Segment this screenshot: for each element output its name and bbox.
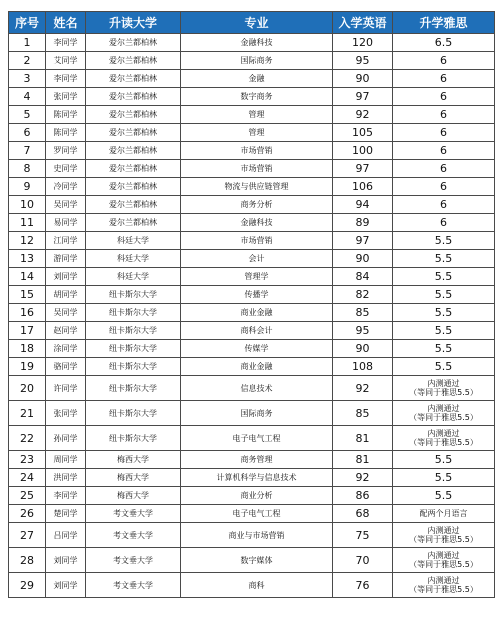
english-score: 106 xyxy=(333,178,393,196)
table-row xyxy=(9,469,495,487)
student-name: 张同学 xyxy=(46,401,86,426)
university: 科廷大学 xyxy=(86,268,181,286)
major: 市场营销 xyxy=(181,142,333,160)
university: 爱尔兰都柏林 xyxy=(86,124,181,142)
university: 爱尔兰都柏林 xyxy=(86,196,181,214)
admissions-table xyxy=(8,11,495,598)
table-row xyxy=(9,70,495,88)
ielts-note-line-2: （等同于雅思5.5） xyxy=(409,535,478,544)
ielts-note xyxy=(393,426,495,451)
ielts-note-line-1: 内测通过 xyxy=(427,379,460,388)
major: 市场营销 xyxy=(181,160,333,178)
row-number: 13 xyxy=(9,250,46,268)
major: 数字媒体 xyxy=(181,548,333,573)
table-row xyxy=(9,34,495,52)
table-row xyxy=(9,358,495,376)
table-row xyxy=(9,401,495,426)
header-name: 姓名 xyxy=(46,12,86,34)
english-score: 95 xyxy=(333,322,393,340)
english-score: 92 xyxy=(333,469,393,487)
ielts-score: 6 xyxy=(393,52,495,70)
university: 纽卡斯尔大学 xyxy=(86,304,181,322)
major: 数字商务 xyxy=(181,88,333,106)
university: 纽卡斯尔大学 xyxy=(86,358,181,376)
english-score: 90 xyxy=(333,250,393,268)
ielts-score: 6 xyxy=(393,214,495,232)
english-score: 86 xyxy=(333,487,393,505)
english-score: 68 xyxy=(333,505,393,523)
english-score: 85 xyxy=(333,304,393,322)
student-name: 游同学 xyxy=(46,250,86,268)
table-row xyxy=(9,304,495,322)
header-no: 序号 xyxy=(9,12,46,34)
english-score: 75 xyxy=(333,523,393,548)
table-row xyxy=(9,487,495,505)
university: 纽卡斯尔大学 xyxy=(86,376,181,401)
university: 梅西大学 xyxy=(86,469,181,487)
major: 电子电气工程 xyxy=(181,505,333,523)
student-name: 罗同学 xyxy=(46,142,86,160)
table-row xyxy=(9,451,495,469)
student-name: 刘同学 xyxy=(46,573,86,598)
header-english: 入学英语 xyxy=(333,12,393,34)
student-name: 孙同学 xyxy=(46,426,86,451)
row-number: 11 xyxy=(9,214,46,232)
row-number: 12 xyxy=(9,232,46,250)
university: 梅西大学 xyxy=(86,451,181,469)
university: 纽卡斯尔大学 xyxy=(86,426,181,451)
major: 市场营销 xyxy=(181,232,333,250)
student-name: 骆同学 xyxy=(46,358,86,376)
student-name: 李同学 xyxy=(46,70,86,88)
major: 国际商务 xyxy=(181,401,333,426)
major: 会计 xyxy=(181,250,333,268)
ielts-score: 6 xyxy=(393,160,495,178)
major: 金融 xyxy=(181,70,333,88)
table-row xyxy=(9,160,495,178)
row-number: 22 xyxy=(9,426,46,451)
ielts-score: 配两个月语言 xyxy=(393,505,495,523)
student-name: 吴同学 xyxy=(46,196,86,214)
university: 爱尔兰都柏林 xyxy=(86,160,181,178)
student-name: 赵同学 xyxy=(46,322,86,340)
ielts-note-line-2: （等同于雅思5.5） xyxy=(409,438,478,447)
ielts-note-line-2: （等同于雅思5.5） xyxy=(409,560,478,569)
major: 金融科技 xyxy=(181,214,333,232)
ielts-score: 5.5 xyxy=(393,487,495,505)
table-row xyxy=(9,124,495,142)
major: 传媒学 xyxy=(181,340,333,358)
university: 爱尔兰都柏林 xyxy=(86,142,181,160)
ielts-note xyxy=(393,548,495,573)
row-number: 17 xyxy=(9,322,46,340)
row-number: 28 xyxy=(9,548,46,573)
english-score: 76 xyxy=(333,573,393,598)
header-university: 升读大学 xyxy=(86,12,181,34)
table-row xyxy=(9,52,495,70)
row-number: 18 xyxy=(9,340,46,358)
english-score: 85 xyxy=(333,401,393,426)
table-row xyxy=(9,523,495,548)
english-score: 84 xyxy=(333,268,393,286)
university: 爱尔兰都柏林 xyxy=(86,178,181,196)
major: 管理学 xyxy=(181,268,333,286)
english-score: 92 xyxy=(333,376,393,401)
ielts-note xyxy=(393,401,495,426)
row-number: 26 xyxy=(9,505,46,523)
table-row xyxy=(9,268,495,286)
row-number: 9 xyxy=(9,178,46,196)
student-name: 刘同学 xyxy=(46,268,86,286)
university: 科廷大学 xyxy=(86,250,181,268)
major: 物流与供应链管理 xyxy=(181,178,333,196)
table-row xyxy=(9,88,495,106)
row-number: 5 xyxy=(9,106,46,124)
header-ielts: 升学雅思 xyxy=(393,12,495,34)
student-name: 易同学 xyxy=(46,214,86,232)
student-name: 艾同学 xyxy=(46,52,86,70)
student-name: 冷同学 xyxy=(46,178,86,196)
ielts-score: 6 xyxy=(393,88,495,106)
row-number: 19 xyxy=(9,358,46,376)
student-name: 周同学 xyxy=(46,451,86,469)
university: 爱尔兰都柏林 xyxy=(86,106,181,124)
table-row xyxy=(9,196,495,214)
student-name: 胡同学 xyxy=(46,286,86,304)
row-number: 7 xyxy=(9,142,46,160)
english-score: 97 xyxy=(333,160,393,178)
student-name: 刘同学 xyxy=(46,548,86,573)
ielts-score: 5.5 xyxy=(393,358,495,376)
table-row xyxy=(9,505,495,523)
major: 商务管理 xyxy=(181,451,333,469)
major: 电子电气工程 xyxy=(181,426,333,451)
row-number: 1 xyxy=(9,34,46,52)
row-number: 23 xyxy=(9,451,46,469)
student-name: 李同学 xyxy=(46,487,86,505)
student-name: 张同学 xyxy=(46,88,86,106)
university: 考文垂大学 xyxy=(86,573,181,598)
ielts-note xyxy=(393,573,495,598)
table-row xyxy=(9,322,495,340)
table-row xyxy=(9,178,495,196)
table-row xyxy=(9,286,495,304)
student-name: 史同学 xyxy=(46,160,86,178)
english-score: 105 xyxy=(333,124,393,142)
ielts-score: 6 xyxy=(393,124,495,142)
row-number: 3 xyxy=(9,70,46,88)
student-name: 楚同学 xyxy=(46,505,86,523)
major: 计算机科学与信息技术 xyxy=(181,469,333,487)
row-number: 27 xyxy=(9,523,46,548)
student-name: 陈同学 xyxy=(46,106,86,124)
major: 商科会计 xyxy=(181,322,333,340)
english-score: 100 xyxy=(333,142,393,160)
student-name: 陈同学 xyxy=(46,124,86,142)
header-major: 专业 xyxy=(181,12,333,34)
table-row xyxy=(9,214,495,232)
row-number: 14 xyxy=(9,268,46,286)
english-score: 94 xyxy=(333,196,393,214)
student-name: 吴同学 xyxy=(46,304,86,322)
table-body xyxy=(9,34,495,598)
ielts-note-line-2: （等同于雅思5.5） xyxy=(409,388,478,397)
student-name: 涂同学 xyxy=(46,340,86,358)
ielts-score: 6.5 xyxy=(393,34,495,52)
university: 爱尔兰都柏林 xyxy=(86,70,181,88)
university: 爱尔兰都柏林 xyxy=(86,52,181,70)
university: 考文垂大学 xyxy=(86,523,181,548)
ielts-note-line-1: 内测通过 xyxy=(427,526,460,535)
university: 考文垂大学 xyxy=(86,548,181,573)
university: 梅西大学 xyxy=(86,487,181,505)
row-number: 16 xyxy=(9,304,46,322)
student-name: 江同学 xyxy=(46,232,86,250)
row-number: 15 xyxy=(9,286,46,304)
english-score: 70 xyxy=(333,548,393,573)
ielts-score: 5.5 xyxy=(393,286,495,304)
student-name: 吕同学 xyxy=(46,523,86,548)
row-number: 2 xyxy=(9,52,46,70)
table-row xyxy=(9,548,495,573)
university: 纽卡斯尔大学 xyxy=(86,286,181,304)
table-row xyxy=(9,376,495,401)
university: 纽卡斯尔大学 xyxy=(86,340,181,358)
ielts-note-line-1: 内测通过 xyxy=(427,576,460,585)
row-number: 10 xyxy=(9,196,46,214)
major: 管理 xyxy=(181,106,333,124)
ielts-score: 5.5 xyxy=(393,304,495,322)
ielts-note-line-2: （等同于雅思5.5） xyxy=(409,413,478,422)
ielts-note xyxy=(393,523,495,548)
english-score: 97 xyxy=(333,232,393,250)
english-score: 90 xyxy=(333,70,393,88)
english-score: 82 xyxy=(333,286,393,304)
student-name: 李同学 xyxy=(46,34,86,52)
english-score: 90 xyxy=(333,340,393,358)
major: 商业分析 xyxy=(181,487,333,505)
row-number: 21 xyxy=(9,401,46,426)
ielts-score: 6 xyxy=(393,142,495,160)
table-container xyxy=(8,11,488,598)
ielts-note-line-1: 内测通过 xyxy=(427,404,460,413)
university: 纽卡斯尔大学 xyxy=(86,401,181,426)
university: 爱尔兰都柏林 xyxy=(86,34,181,52)
major: 管理 xyxy=(181,124,333,142)
university: 爱尔兰都柏林 xyxy=(86,214,181,232)
english-score: 89 xyxy=(333,214,393,232)
english-score: 92 xyxy=(333,106,393,124)
ielts-note-line-2: （等同于雅思5.5） xyxy=(409,585,478,594)
major: 国际商务 xyxy=(181,52,333,70)
major: 商业金融 xyxy=(181,358,333,376)
table-row xyxy=(9,106,495,124)
table-row xyxy=(9,426,495,451)
university: 爱尔兰都柏林 xyxy=(86,88,181,106)
english-score: 81 xyxy=(333,451,393,469)
english-score: 97 xyxy=(333,88,393,106)
english-score: 120 xyxy=(333,34,393,52)
english-score: 108 xyxy=(333,358,393,376)
english-score: 95 xyxy=(333,52,393,70)
row-number: 29 xyxy=(9,573,46,598)
major: 信息技术 xyxy=(181,376,333,401)
table-row xyxy=(9,573,495,598)
ielts-score: 6 xyxy=(393,70,495,88)
ielts-note xyxy=(393,376,495,401)
row-number: 8 xyxy=(9,160,46,178)
row-number: 20 xyxy=(9,376,46,401)
ielts-score: 6 xyxy=(393,196,495,214)
ielts-note-line-1: 内测通过 xyxy=(427,429,460,438)
ielts-score: 5.5 xyxy=(393,322,495,340)
english-score: 81 xyxy=(333,426,393,451)
major: 商科 xyxy=(181,573,333,598)
student-name: 洪同学 xyxy=(46,469,86,487)
university: 纽卡斯尔大学 xyxy=(86,322,181,340)
ielts-note-line-1: 内测通过 xyxy=(427,551,460,560)
ielts-score: 5.5 xyxy=(393,268,495,286)
ielts-score: 5.5 xyxy=(393,451,495,469)
major: 商务分析 xyxy=(181,196,333,214)
student-name: 许同学 xyxy=(46,376,86,401)
table-row xyxy=(9,142,495,160)
row-number: 24 xyxy=(9,469,46,487)
table-row xyxy=(9,250,495,268)
row-number: 4 xyxy=(9,88,46,106)
ielts-score: 5.5 xyxy=(393,232,495,250)
major: 商业金融 xyxy=(181,304,333,322)
ielts-score: 5.5 xyxy=(393,469,495,487)
university: 科廷大学 xyxy=(86,232,181,250)
ielts-score: 6 xyxy=(393,178,495,196)
table-row xyxy=(9,340,495,358)
major: 传播学 xyxy=(181,286,333,304)
table-row xyxy=(9,232,495,250)
row-number: 6 xyxy=(9,124,46,142)
row-number: 25 xyxy=(9,487,46,505)
ielts-score: 5.5 xyxy=(393,340,495,358)
major: 商业与市场营销 xyxy=(181,523,333,548)
university: 考文垂大学 xyxy=(86,505,181,523)
ielts-score: 5.5 xyxy=(393,250,495,268)
header-row xyxy=(9,12,495,34)
major: 金融科技 xyxy=(181,34,333,52)
ielts-score: 6 xyxy=(393,106,495,124)
